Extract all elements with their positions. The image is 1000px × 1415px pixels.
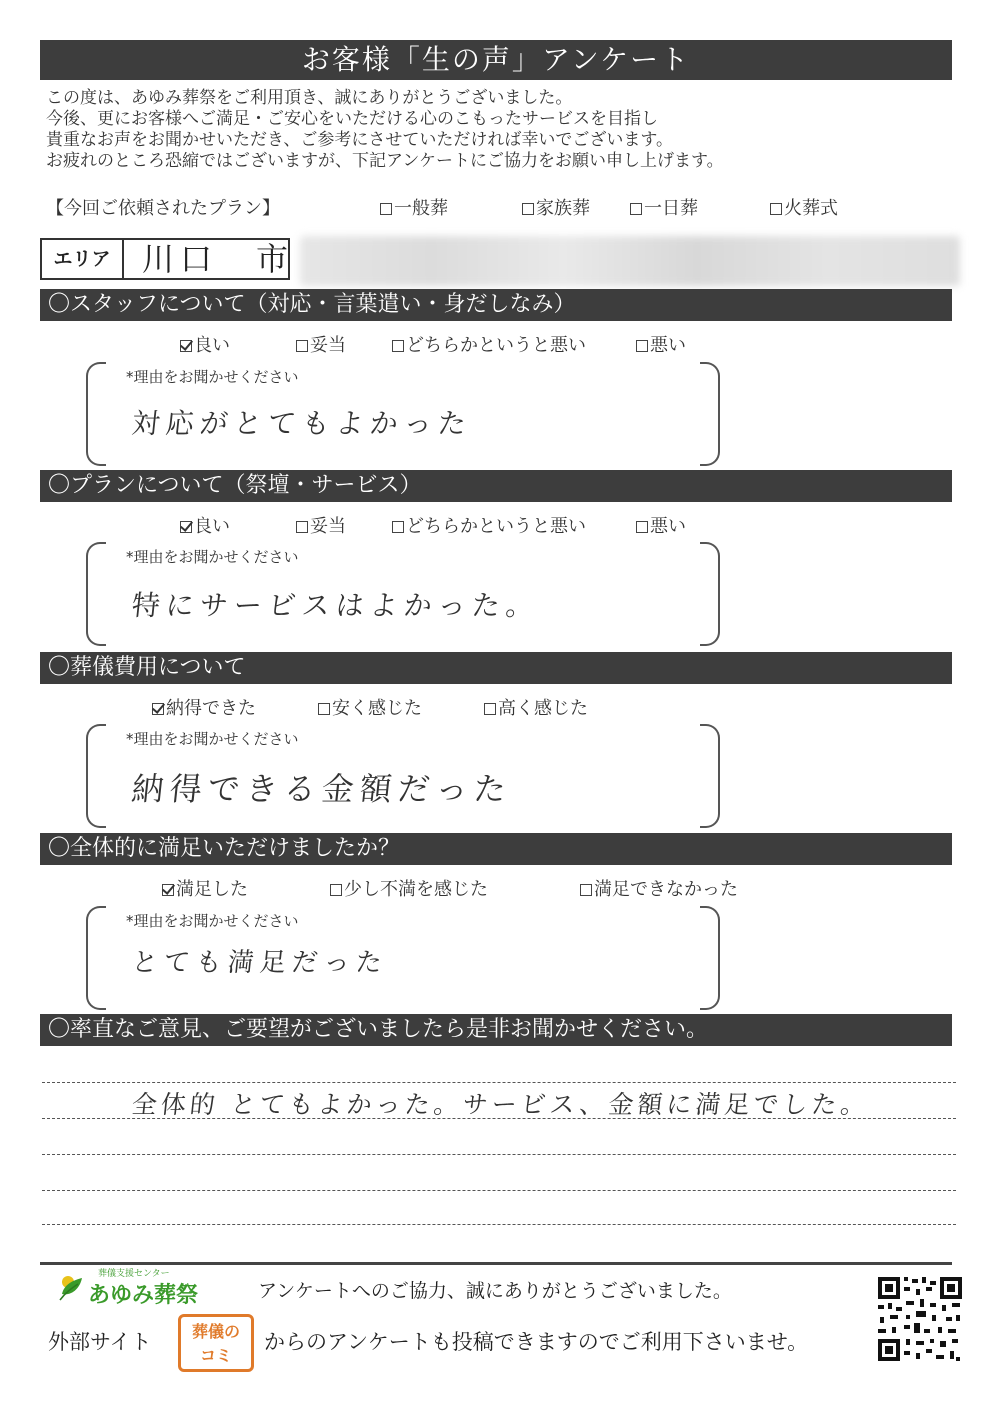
staff-option-somewhat-bad[interactable]: どちらかというと悪い	[392, 331, 586, 357]
overall-option-satisfied[interactable]: 満足した	[162, 875, 248, 901]
checkbox-checked[interactable]	[180, 340, 192, 352]
dashed-line	[42, 1190, 956, 1191]
checkbox[interactable]	[770, 203, 782, 215]
badge-bottom-text: コミ	[199, 1346, 232, 1365]
plan-reason-box[interactable]	[86, 542, 720, 646]
staff-option-fair[interactable]: 妥当	[296, 331, 346, 357]
intro-line: 今後、更にお客様へご満足・ご安心をいただける心のこもったサービスを目指し	[46, 109, 658, 129]
checkbox[interactable]	[636, 340, 648, 352]
reason-label: *理由をお聞かせください	[126, 548, 299, 566]
survey-title: お客様「生の声」アンケート	[40, 40, 952, 80]
leaf-icon	[58, 1272, 84, 1302]
footer-divider	[40, 1262, 952, 1265]
staff-option-bad[interactable]: 悪い	[636, 331, 686, 357]
plan-reason-answer: 特にサービスはよかった。	[130, 589, 542, 622]
plan-option-ichinichi[interactable]: 一日葬	[630, 194, 698, 220]
reason-label: *理由をお聞かせください	[126, 368, 299, 386]
dashed-line	[42, 1154, 956, 1155]
plan-rating-somewhat-bad[interactable]: どちらかというと悪い	[392, 512, 586, 538]
area-label: エリア	[42, 240, 124, 278]
overall-reason-box[interactable]	[86, 906, 720, 1010]
cost-option-cheap[interactable]: 安く感じた	[318, 694, 422, 720]
area-field[interactable]	[40, 238, 295, 280]
overall-option-slightly-unsatisfied[interactable]: 少し不満を感じた	[330, 875, 488, 901]
section-staff-heading: 〇スタッフについて（対応・言葉遣い・身だしなみ）	[40, 289, 952, 321]
checkbox[interactable]	[392, 521, 404, 533]
plan-option-kazoku[interactable]: 家族葬	[522, 194, 590, 220]
intro-line: お疲れのところ恐縮ではございますが、下記アンケートにご協力をお願い申し上げます。	[46, 151, 724, 171]
reason-label: *理由をお聞かせください	[126, 730, 299, 748]
section-plan-heading: 〇プランについて（祭壇・サービス）	[40, 470, 952, 502]
plan-rating-fair[interactable]: 妥当	[296, 512, 346, 538]
logo-subtitle: 葬儀支援センター	[98, 1269, 170, 1279]
plan-rating-bad[interactable]: 悪い	[636, 512, 686, 538]
overall-option-unsatisfied[interactable]: 満足できなかった	[580, 875, 738, 901]
plan-option-ippan[interactable]: 一般葬	[380, 194, 448, 220]
checkbox[interactable]	[318, 703, 330, 715]
checkbox-checked[interactable]	[162, 884, 174, 896]
section-cost-heading: 〇葬儀費用について	[40, 652, 952, 684]
checkbox[interactable]	[380, 203, 392, 215]
checkbox-checked[interactable]	[180, 521, 192, 533]
redacted-area	[300, 236, 960, 286]
checkbox[interactable]	[580, 884, 592, 896]
section-overall-heading: 〇全体的に満足いただけましたか？	[40, 833, 952, 865]
checkbox[interactable]	[296, 340, 308, 352]
ayumi-sousai-logo	[58, 1266, 228, 1306]
badge-top-text: 葬儀の	[191, 1322, 240, 1341]
opinion-answer: 全体的 とてもよかった。サービス、金額に満足でした。	[130, 1090, 872, 1119]
plan-rating-good[interactable]: 良い	[180, 512, 230, 538]
plan-option-kasou[interactable]: 火葬式	[770, 194, 838, 220]
intro-line: 貴重なお声をお聞かせいただき、ご参考にさせていただければ幸いでございます。	[46, 130, 673, 150]
section-opinion-heading: 〇率直なご意見、ご要望がございましたら是非お聞かせください。	[40, 1014, 952, 1046]
checkbox-checked[interactable]	[152, 703, 164, 715]
dashed-line	[42, 1082, 956, 1083]
logo-text: あゆみ葬祭	[88, 1283, 199, 1308]
cost-reason-box[interactable]	[86, 724, 720, 828]
checkbox[interactable]	[522, 203, 534, 215]
footer-thanks: アンケートへのご協力、誠にありがとうございました。	[258, 1280, 732, 1302]
area-value: 川口 市	[142, 240, 295, 278]
staff-option-good[interactable]: 良い	[180, 331, 230, 357]
cost-reason-answer: 納得できる金額だった	[129, 770, 514, 808]
staff-reason-answer: 対応がとてもよかった	[130, 407, 474, 440]
intro-line: この度は、あゆみ葬祭をご利用頂き、誠にありがとうございました。	[46, 88, 573, 108]
checkbox[interactable]	[296, 521, 308, 533]
overall-reason-answer: とても満足だった	[130, 948, 390, 978]
plan-label: 【今回ご依頼されたプラン】	[46, 198, 280, 219]
external-site-label: 外部サイト	[48, 1330, 152, 1354]
external-site-text: からのアンケートも投稿できますのでご利用下さいませ。	[264, 1330, 809, 1354]
staff-reason-box[interactable]	[86, 362, 720, 466]
cost-option-expensive[interactable]: 高く感じた	[484, 694, 588, 720]
checkbox[interactable]	[330, 884, 342, 896]
checkbox[interactable]	[484, 703, 496, 715]
qr-code-icon[interactable]	[876, 1275, 964, 1363]
dashed-line	[42, 1224, 956, 1225]
checkbox[interactable]	[636, 521, 648, 533]
intro-text	[46, 88, 724, 172]
checkbox[interactable]	[392, 340, 404, 352]
sougi-no-kuchikomi-badge[interactable]	[178, 1314, 254, 1372]
reason-label: *理由をお聞かせください	[126, 912, 299, 930]
cost-option-satisfied[interactable]: 納得できた	[152, 694, 256, 720]
checkbox[interactable]	[630, 203, 642, 215]
